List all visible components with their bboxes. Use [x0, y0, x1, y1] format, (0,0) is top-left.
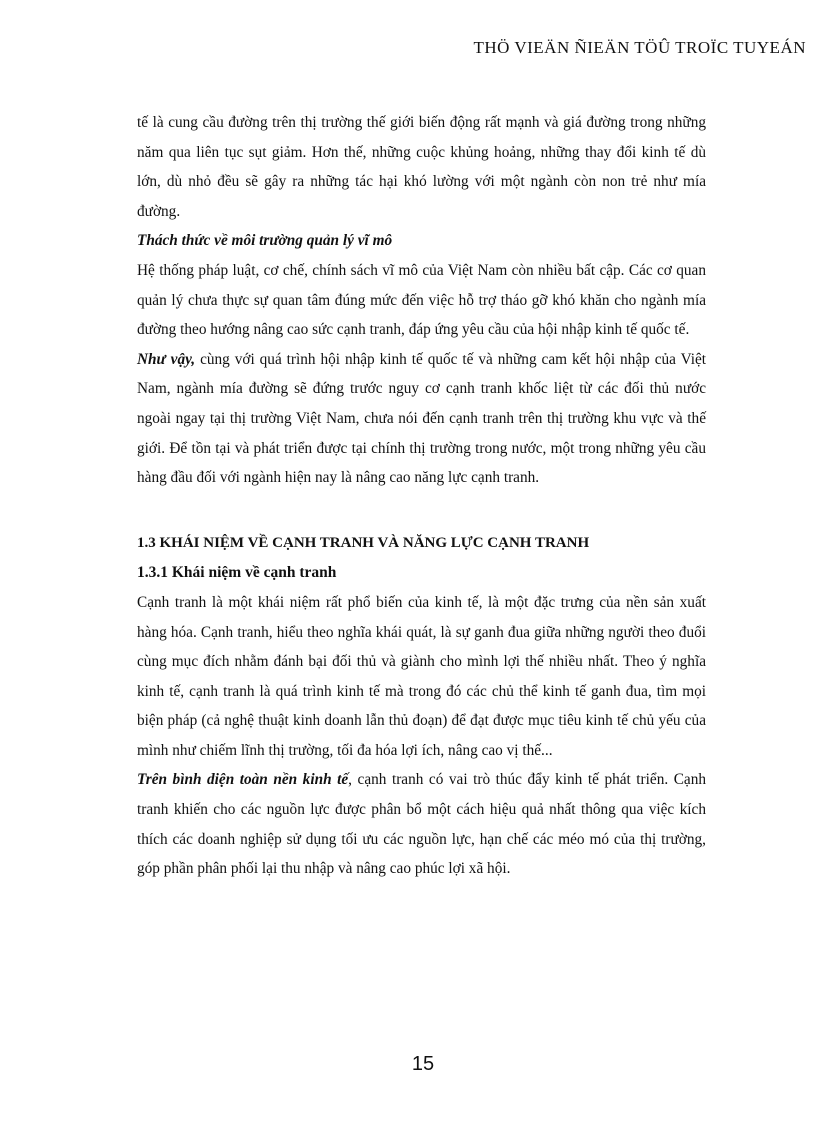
- subsection-heading: 1.3.1 Khái niệm về cạnh tranh: [137, 564, 337, 582]
- economy-level-text: , cạnh tranh có vai trò thúc đẩy kinh tế phát triển. Cạnh tranh khiến cho các nguồn lực được phân bổ một cách hiệu quả nhất thông qua việc kích thích các doanh nghiệp sử dụng tối ưu các nguồn lực, hạn chế các méo mó của thị trường, góp phần phân phối lại thu nhập và nâng cao phúc lợi xã hội.: [137, 771, 706, 878]
- economy-level-lead: Trên bình diện toàn nền kinh tế: [137, 771, 349, 789]
- section-heading: 1.3 KHÁI NIỆM VỀ CẠNH TRANH VÀ NĂNG LỰC CẠNH TRANH: [137, 534, 590, 551]
- paragraph-market-volatility: tế là cung cầu đường trên thị trường thế giới biến động rất mạnh và giá đường trong những năm qua liên tục sụt giảm. Hơn thế, những cuộc khủng hoảng, những thay đổi kinh tế dù lớn, dù nhỏ đều sẽ gây ra những tác hại khó lường với một ngành còn non trẻ như mía đường.: [137, 114, 706, 220]
- paragraph-legal-framework: Hệ thống pháp luật, cơ chế, chính sách vĩ mô của Việt Nam còn nhiều bất cập. Các cơ quan quản lý chưa thực sự quan tâm đúng mức đến việc hỗ trợ tháo gỡ khó khăn cho ngành mía đường theo hướng nâng cao sức cạnh tranh, đáp ứng yêu cầu của hội nhập kinh tế quốc tế.: [137, 261, 706, 339]
- conclusion-lead: Như vậy,: [137, 350, 196, 368]
- paragraph-conclusion: [137, 345, 706, 493]
- paragraph-competition-concept: Cạnh tranh là một khái niệm rất phổ biến của kinh tế, là một đặc trưng của nền sản xuất hàng hóa. Cạnh tranh, hiểu theo nghĩa khái quát, là sự ganh đua giữa những người theo đuổi cùng mục đích nhằm đánh bại đối thủ và giành cho mình lợi thế nhiều nhất. Theo ý nghĩa kinh tế, cạnh tranh là quá trình kinh tế mà trong đó các chủ thể kinh tế ganh đua, tìm mọi biện pháp (cả nghệ thuật kinh doanh lẫn thủ đoạn) để đạt được mục tiêu kinh tế chủ yếu của mình như chiếm lĩnh thị trường, tối đa hóa lợi ích, nâng cao vị thế...: [137, 593, 706, 759]
- paragraph-economy-level: [137, 765, 706, 883]
- page-number: 15: [411, 1053, 435, 1075]
- running-header: THÖ VIEÄN ÑIEÄN TÖÛ TROÏC TUYEÁN: [473, 38, 806, 57]
- conclusion-text: cùng với quá trình hội nhập kinh tế quốc tế và những cam kết hội nhập của Việt Nam, ngành mía đường sẽ đứng trước nguy cơ cạnh tranh khốc liệt từ các đối thủ nước ngoài ngay tại thị trường Việt Nam, chưa nói đến cạnh tranh trên thị trường khu vực và thế giới. Để tồn tại và phát triển được tại chính thị trường trong nước, một trong những yêu cầu hàng đầu đối với ngành hiện nay là nâng cao năng lực cạnh tranh.: [137, 350, 706, 487]
- challenge-heading: Thách thức về môi trường quản lý vĩ mô: [137, 232, 393, 250]
- document-body: [137, 108, 706, 884]
